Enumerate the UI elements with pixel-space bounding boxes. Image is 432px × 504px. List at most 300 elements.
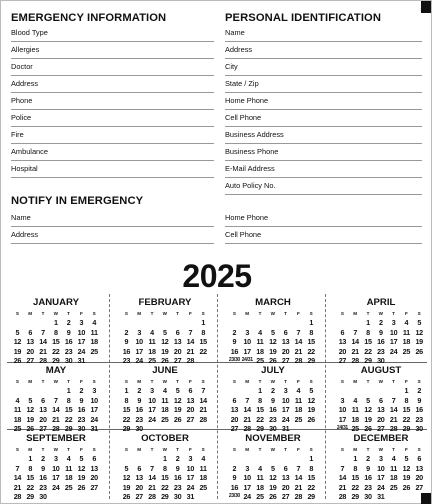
day-cell: 9: [366, 463, 370, 473]
day-cell: 25: [64, 482, 73, 492]
day-cell: 16: [377, 337, 385, 346]
day-cell: 23: [135, 414, 143, 424]
weekday-label: W: [162, 447, 167, 452]
day-cell: 16: [364, 473, 372, 482]
day-cell: 26: [26, 424, 34, 433]
weekday-label: W: [270, 379, 275, 384]
month-days-grid: [228, 446, 318, 502]
weekday-label: S: [92, 379, 96, 384]
weekday-label: M: [28, 447, 33, 452]
weekday-label: M: [245, 447, 250, 452]
day-cell: 18: [13, 414, 22, 424]
weekday-label: T: [41, 379, 45, 384]
day-cell: 25: [148, 356, 156, 365]
day-cell: 4: [404, 318, 409, 327]
weekday-label: S: [15, 311, 19, 316]
day-cell: 17: [186, 473, 195, 482]
day-cell: 10: [377, 463, 385, 473]
day-cell: 3: [53, 454, 58, 463]
calendar-divider-2: [217, 294, 218, 499]
day-cell: 19: [364, 414, 372, 424]
day-cell: 10: [148, 395, 156, 405]
day-cell: 1: [404, 386, 409, 395]
day-cell: 27: [230, 424, 239, 433]
weekday-label: T: [67, 311, 70, 316]
day-cell: 14: [52, 405, 60, 414]
day-cell: [349, 386, 362, 396]
day-cell: 12: [77, 463, 86, 473]
day-cell: 28: [243, 424, 251, 433]
day-cell: 14: [39, 337, 47, 346]
day-cell: 12: [13, 337, 22, 346]
day-cell: 20: [281, 482, 290, 492]
weekday-label: S: [124, 379, 128, 384]
weekday-label: S: [309, 379, 313, 384]
day-cell: 24: [186, 482, 195, 492]
day-cell: [133, 454, 146, 464]
day-cell: 21: [294, 346, 303, 356]
field-address[interactable]: Address: [225, 42, 422, 59]
weekday-label: T: [258, 447, 262, 452]
day-cell: [266, 318, 279, 328]
day-cell: 3: [245, 327, 250, 337]
day-cell: 6: [175, 327, 180, 337]
day-cell: 4: [258, 463, 262, 473]
weekday-label: T: [176, 447, 179, 452]
day-cell: 13: [415, 463, 423, 473]
day-cell: 18: [90, 337, 98, 346]
weekday-label: M: [137, 447, 142, 452]
day-cell: 28: [199, 414, 207, 424]
day-cell: 20: [230, 414, 239, 424]
field-auto-policy[interactable]: Auto Policy No.: [225, 178, 422, 195]
day-cell: 22: [52, 346, 60, 356]
month-name: JANUARY: [32, 297, 80, 308]
day-cell: 20: [338, 346, 347, 356]
day-cell: 21: [199, 405, 207, 414]
day-cell: 22: [161, 482, 169, 492]
day-cell: 7: [15, 463, 20, 473]
day-cell: 30: [77, 424, 86, 433]
day-cell: [279, 318, 292, 328]
day-cell: 10: [281, 395, 290, 405]
weekday-label: W: [53, 379, 58, 384]
weekday-label: F: [79, 311, 83, 316]
day-cell: 16: [415, 405, 423, 414]
day-cell: 25: [256, 356, 264, 365]
day-cell: 7: [150, 463, 154, 473]
day-cell: [228, 318, 241, 328]
day-cell: 4: [296, 386, 301, 395]
day-cell: 9: [417, 395, 422, 405]
day-cell: 18: [256, 346, 264, 356]
field-business-address[interactable]: Business Address: [225, 127, 422, 144]
day-cell: 8: [66, 395, 71, 405]
day-cell: 17: [135, 346, 143, 356]
month-days-grid: [11, 310, 101, 366]
day-cell: 9: [232, 473, 237, 482]
day-cell: 4: [150, 327, 154, 337]
month-september: [11, 433, 101, 502]
day-cell: 22: [351, 482, 359, 492]
day-cell: [374, 386, 387, 396]
field-business-phone[interactable]: Business Phone: [225, 144, 422, 161]
day-cell: [228, 454, 241, 464]
day-cell: 22: [256, 414, 264, 424]
day-cell: 27: [39, 424, 47, 433]
day-cell: 21: [186, 346, 195, 356]
day-cell: 21: [351, 346, 359, 356]
day-cell: 3: [150, 386, 154, 395]
day-cell: 14: [389, 405, 398, 414]
month-may: [11, 365, 101, 434]
day-cell: 20: [415, 473, 423, 482]
day-cell: 5: [79, 454, 84, 463]
day-cell: 5: [162, 327, 167, 337]
day-cell: 10: [243, 337, 251, 346]
day-cell: 12: [269, 473, 277, 482]
day-cell: 31: [77, 356, 86, 365]
day-cell: 12: [364, 405, 372, 414]
field-hospital[interactable]: Hospital: [11, 161, 214, 178]
day-cell: 8: [53, 327, 58, 337]
day-cell: 9: [41, 463, 45, 473]
day-cell: 29: [307, 356, 315, 365]
day-cell: 11: [148, 337, 156, 346]
weekday-label: F: [188, 379, 192, 384]
weekday-label: M: [353, 379, 358, 384]
day-cell: 25: [161, 414, 169, 424]
day-cell: 27: [338, 356, 347, 365]
day-cell: 22: [199, 346, 207, 356]
field-email-address[interactable]: E-Mail Address: [225, 161, 422, 178]
day-cell: 11: [256, 337, 264, 346]
weekday-label: W: [53, 311, 58, 316]
month-days-grid: [336, 378, 426, 434]
month-june: [120, 365, 210, 434]
month-april: [336, 297, 426, 366]
day-cell: 20: [90, 473, 98, 482]
day-cell: 6: [340, 327, 345, 337]
day-cell: 2: [366, 454, 370, 463]
day-cell: 13: [377, 405, 385, 414]
day-cell: 3: [188, 454, 193, 463]
month-name: NOVEMBER: [245, 433, 301, 444]
field-notify-name[interactable]: Name: [11, 210, 214, 227]
day-cell: 18: [161, 405, 169, 414]
personal-id-title: PERSONAL IDENTIFICATION: [225, 12, 382, 24]
day-cell: 9: [232, 337, 237, 346]
day-cell: 10: [135, 337, 143, 346]
field-notify-cell-phone[interactable]: Cell Phone: [225, 227, 422, 244]
day-cell: 18: [199, 473, 207, 482]
day-cell: 3: [79, 318, 84, 327]
weekday-label: W: [162, 379, 167, 384]
day-cell: 7: [391, 395, 396, 405]
day-cell: 29: [161, 492, 169, 501]
day-cell: [336, 386, 349, 396]
field-home-phone[interactable]: Home Phone: [225, 93, 422, 110]
day-cell: 15: [364, 337, 372, 346]
weekday-label: W: [53, 447, 58, 452]
day-cell: 9: [270, 395, 275, 405]
day-cell: 14: [199, 395, 207, 405]
day-cell: [75, 492, 88, 502]
day-cell: [266, 454, 279, 464]
day-cell: 2: [378, 318, 383, 327]
day-cell: 11: [199, 463, 207, 473]
field-notify-address[interactable]: Address: [11, 227, 214, 244]
month-name: DECEMBER: [353, 433, 409, 444]
weekday-label: W: [270, 447, 275, 452]
field-allergies[interactable]: Allergies: [11, 42, 214, 59]
corner-tab-top: [421, 1, 431, 13]
month-march: [228, 297, 318, 366]
day-cell: 30: [415, 424, 423, 433]
weekday-label: T: [41, 447, 45, 452]
weekday-label: W: [270, 311, 275, 316]
day-cell: 23: [173, 482, 182, 492]
day-cell: 5: [417, 318, 422, 327]
day-cell: 29: [351, 492, 359, 501]
day-cell: 29: [122, 424, 131, 433]
field-doctor-phone[interactable]: Phone: [11, 93, 214, 110]
day-cell: 8: [201, 327, 206, 337]
day-cell: 16: [230, 346, 239, 356]
weekday-label: F: [296, 379, 300, 384]
day-cell: 4: [258, 327, 262, 337]
day-cell: 3: [340, 395, 345, 405]
day-cell: [120, 454, 133, 464]
day-cell: [228, 386, 241, 396]
field-city[interactable]: City: [225, 59, 422, 76]
day-cell: 10: [90, 395, 98, 405]
day-cell: [336, 454, 349, 464]
day-cell: [197, 492, 210, 502]
weekday-label: T: [366, 379, 370, 384]
field-fire[interactable]: Fire: [11, 127, 214, 144]
day-cell: 31: [186, 492, 195, 501]
day-cell: 20: [186, 405, 195, 414]
weekday-label: F: [79, 447, 83, 452]
month-name: JULY: [261, 365, 285, 376]
weekday-label: T: [150, 311, 154, 316]
month-days-grid: [120, 378, 210, 434]
day-cell: [11, 318, 24, 328]
weekday-label: T: [392, 379, 395, 384]
day-cell: [37, 318, 50, 328]
weekday-label: T: [366, 447, 370, 452]
day-cell: 13: [281, 473, 290, 482]
day-cell: 3: [137, 327, 142, 337]
day-cell: 7: [245, 395, 250, 405]
month-name: MARCH: [255, 297, 291, 308]
day-cell: 16: [39, 473, 47, 482]
day-cell: 7: [340, 463, 345, 473]
day-cell: 7: [188, 327, 193, 337]
weekday-label: T: [366, 311, 370, 316]
day-cell: 13: [135, 473, 143, 482]
day-cell: 8: [353, 463, 358, 473]
day-cell: 12: [26, 405, 34, 414]
day-cell: 20: [135, 482, 143, 492]
field-ambulance[interactable]: Ambulance: [11, 144, 214, 161]
day-cell: 2: [270, 386, 275, 395]
day-cell: 19: [77, 473, 86, 482]
field-state-zip[interactable]: State / Zip: [225, 76, 422, 93]
weekday-label: T: [392, 447, 395, 452]
day-cell: 2: [41, 454, 45, 463]
day-cell: 24: [135, 356, 143, 365]
weekday-label: T: [284, 447, 287, 452]
day-cell: 10: [186, 463, 195, 473]
month-name: SEPTEMBER: [26, 433, 86, 444]
day-cell: 22: [364, 346, 372, 356]
month-days-grid: [120, 446, 210, 502]
day-cell: [387, 386, 400, 396]
day-cell: 17: [90, 405, 98, 414]
day-cell: 22: [307, 346, 315, 356]
day-cell: [254, 454, 267, 464]
day-cell: 30: [364, 492, 372, 501]
field-name[interactable]: Name: [225, 25, 422, 42]
day-cell: [146, 454, 159, 464]
day-cell: 16: [135, 405, 143, 414]
day-cell: 27: [186, 414, 195, 424]
day-cell: 6: [92, 454, 97, 463]
field-doctor-address[interactable]: Address: [11, 76, 214, 93]
day-cell: 4: [162, 386, 167, 395]
emergency-info-title: EMERGENCY INFORMATION: [11, 12, 167, 24]
weekday-label: S: [417, 311, 421, 316]
day-cell: 28: [39, 356, 47, 365]
day-cell: 14: [338, 473, 347, 482]
day-cell: 28: [351, 356, 359, 365]
day-cell: [292, 454, 305, 464]
month-name: APRIL: [366, 297, 396, 308]
day-cell: 7: [296, 327, 301, 337]
day-cell: 17: [243, 482, 251, 492]
day-cell: 18: [294, 405, 303, 414]
day-cell: 10: [389, 327, 398, 337]
day-cell: 20: [173, 346, 182, 356]
day-cell: 15: [256, 405, 264, 414]
day-cell: [171, 318, 184, 328]
day-cell: 23/30: [228, 493, 240, 499]
day-cell: 27: [135, 492, 143, 501]
day-cell: [24, 318, 37, 328]
day-cell: 10: [52, 463, 60, 473]
day-cell: 15: [122, 405, 131, 414]
day-cell: 1: [366, 318, 370, 327]
day-cell: 29: [402, 424, 411, 433]
day-cell: 11: [90, 327, 98, 337]
day-cell: 16: [230, 482, 239, 492]
day-cell: 6: [232, 395, 237, 405]
day-cell: 6: [417, 454, 422, 463]
day-cell: 3: [378, 454, 383, 463]
weekday-label: T: [150, 379, 154, 384]
day-cell: 30: [173, 492, 182, 501]
day-cell: 14: [243, 405, 251, 414]
day-cell: 2: [232, 327, 237, 337]
weekday-label: F: [404, 379, 408, 384]
day-cell: 11: [390, 463, 398, 473]
day-cell: 21: [338, 482, 347, 492]
day-cell: 21: [148, 482, 156, 492]
day-cell: 8: [258, 395, 262, 405]
day-cell: 9: [79, 395, 84, 405]
day-cell: 23: [377, 346, 385, 356]
day-cell: 4: [92, 318, 97, 327]
day-cell: 8: [366, 327, 370, 337]
day-cell: 26: [402, 482, 411, 492]
day-cell: 24: [377, 482, 385, 492]
field-notify-home-phone[interactable]: Home Phone: [225, 210, 422, 227]
day-cell: 26: [122, 492, 131, 501]
day-cell: 9: [124, 337, 129, 346]
day-cell: 28: [294, 492, 303, 501]
field-cell-phone[interactable]: Cell Phone: [225, 110, 422, 127]
day-cell: 2: [124, 327, 129, 337]
field-doctor[interactable]: Doctor: [11, 59, 214, 76]
day-cell: 16: [122, 346, 131, 356]
field-blood-type[interactable]: Blood Type: [11, 25, 214, 42]
calendar-divider-3: [325, 294, 326, 499]
day-cell: 13: [281, 337, 290, 346]
day-cell: 10: [77, 327, 86, 337]
day-cell: 4: [391, 454, 396, 463]
day-cell: 31: [377, 492, 385, 501]
weekday-label: F: [404, 447, 408, 452]
day-cell: 24: [90, 414, 98, 424]
day-cell: [120, 318, 133, 328]
month-days-grid: [228, 378, 318, 434]
day-cell: 16: [173, 473, 182, 482]
day-cell: 2: [137, 386, 142, 395]
day-cell: 23: [364, 482, 372, 492]
day-cell: 7: [296, 463, 301, 473]
day-cell: 16: [77, 405, 86, 414]
weekday-label: M: [245, 379, 250, 384]
day-cell: 17: [77, 337, 86, 346]
weekday-label: F: [404, 311, 408, 316]
weekday-label: T: [41, 311, 45, 316]
day-cell: 27: [26, 356, 34, 365]
weekday-label: S: [201, 379, 205, 384]
day-cell: 24: [77, 346, 86, 356]
weekday-label: F: [188, 311, 192, 316]
day-cell: 4: [66, 454, 71, 463]
weekday-label: S: [309, 311, 313, 316]
year-heading: 2025: [182, 258, 252, 294]
day-cell: 13: [173, 337, 182, 346]
day-cell: 7: [201, 386, 206, 395]
day-cell: 26: [269, 492, 277, 501]
day-cell: 17: [281, 405, 290, 414]
month-days-grid: [11, 378, 101, 434]
weekday-label: S: [92, 311, 96, 316]
day-cell: [387, 492, 400, 502]
day-cell: 26: [13, 356, 22, 365]
day-cell: 19: [26, 414, 34, 424]
day-cell: 11: [256, 473, 264, 482]
field-police[interactable]: Police: [11, 110, 214, 127]
month-november: [228, 433, 318, 502]
month-name: MAY: [45, 365, 67, 376]
day-cell: 1: [28, 454, 33, 463]
day-cell: 14: [351, 337, 359, 346]
